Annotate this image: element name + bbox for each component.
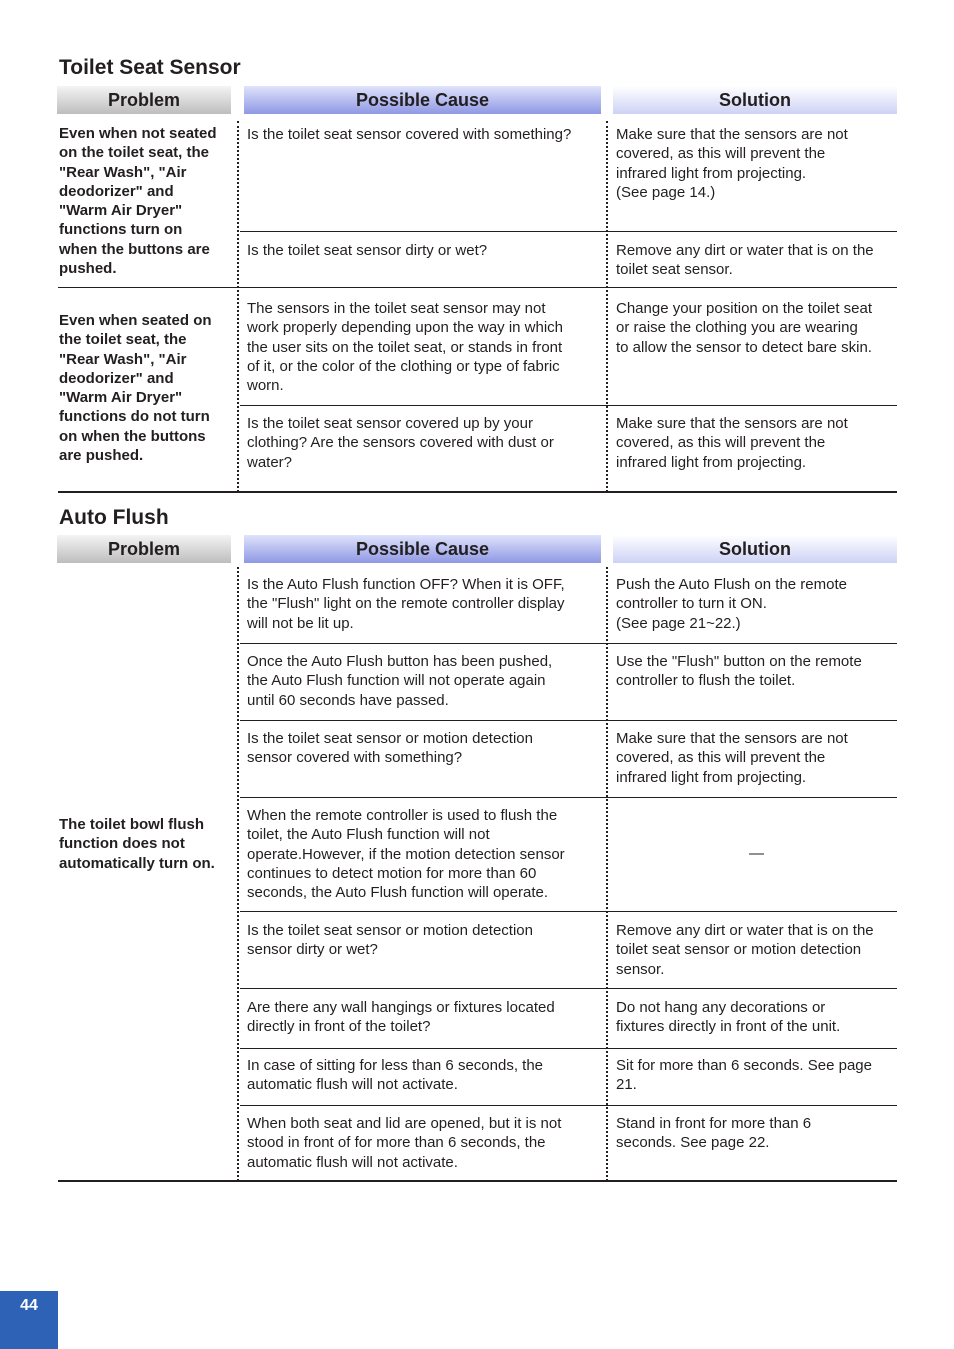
column-divider (606, 121, 608, 492)
solution-text: Remove any dirt or water that is on the toilet seat sensor. (616, 242, 874, 279)
row-divider (240, 643, 897, 644)
cause-text: Is the toilet seat sensor covered with something? (247, 126, 572, 143)
header-problem: Problem (57, 535, 231, 563)
row-divider (240, 1048, 897, 1049)
cause-text: In case of sitting for less than 6 seconds, the automatic flush will not activate. (247, 1057, 544, 1094)
row-divider (240, 911, 897, 912)
cause-text: When both seat and lid are opened, but it is not stood in front of for more than 6 seconds, the automatic flush will not activate. (247, 1115, 562, 1171)
solution-text: Sit for more than 6 seconds. See page 21. (616, 1057, 872, 1094)
solution-text: Make sure that the sensors are not covered, as this will prevent the infrared light from projecting. (616, 730, 848, 786)
solution-text: — (749, 845, 764, 862)
row-divider (240, 405, 897, 406)
table-bottom-rule (58, 491, 897, 493)
problem-text: Even when not seated on the toilet seat, the "Rear Wash", "Air deodorizer" and "Warm Air Dryer" functions turn on when the buttons are pushed. (59, 125, 217, 278)
header-solution: Solution (613, 535, 897, 563)
row-divider (240, 231, 897, 232)
group-divider (58, 287, 897, 288)
solution-text: Use the "Flush" button on the remote controller to flush the toilet. (616, 653, 862, 690)
solution-text: Do not hang any decorations or fixtures directly in front of the unit. (616, 999, 841, 1036)
header-possible-cause: Possible Cause (244, 535, 601, 563)
problem-text: The toilet bowl flush function does not automatically turn on. (59, 816, 215, 872)
page-number: 44 (0, 1291, 58, 1349)
cause-text: Once the Auto Flush button has been pushed, the Auto Flush function will not operate again until 60 seconds have passed. (247, 653, 553, 709)
solution-text: Make sure that the sensors are not covered, as this will prevent the infrared light from projecting. (See page 14.) (616, 126, 848, 201)
solution-text: Change your position on the toilet seat or raise the clothing you are wearing to allow the sensor to detect bare skin. (616, 300, 873, 356)
solution-text: Stand in front for more than 6 seconds. See page 22. (616, 1115, 812, 1152)
cause-text: Is the Auto Flush function OFF? When it is OFF, the "Flush" light on the remote controller display will not be lit up. (247, 576, 565, 632)
problem-text: Even when seated on the toilet seat, the "Rear Wash", "Air deodorizer" and "Warm Air Dryer" functions do not turn on when the buttons are pushed. (59, 312, 212, 465)
column-divider (237, 121, 239, 492)
solution-text: Push the Auto Flush on the remote controller to turn it ON. (See page 21~22.) (616, 576, 847, 632)
solution-text: Make sure that the sensors are not covered, as this will prevent the infrared light from projecting. (616, 415, 848, 471)
cause-text: Is the toilet seat sensor or motion detection sensor covered with something? (247, 730, 533, 767)
cause-text: The sensors in the toilet seat sensor may not work properly depending upon the way in which the user sits on the toilet seat, or stands in front of it, or the color of the clothing or type of fabric worn. (247, 300, 564, 395)
cause-text: Are there any wall hangings or fixtures located directly in front of the toilet? (247, 999, 555, 1036)
row-divider (240, 720, 897, 721)
solution-text: Remove any dirt or water that is on the toilet seat sensor or motion detection sensor. (616, 922, 874, 978)
header-possible-cause: Possible Cause (244, 86, 601, 114)
header-problem: Problem (57, 86, 231, 114)
column-divider (237, 567, 239, 1181)
row-divider (240, 797, 897, 798)
header-solution: Solution (613, 86, 897, 114)
table-bottom-rule (58, 1180, 897, 1182)
row-divider (240, 1105, 897, 1106)
cause-text: Is the toilet seat sensor dirty or wet? (247, 242, 488, 259)
section-title-auto-flush: Auto Flush (59, 506, 169, 529)
column-divider (606, 567, 608, 1181)
section-title-seat-sensor: Toilet Seat Sensor (59, 56, 241, 79)
cause-text: When the remote controller is used to flush the toilet, the Auto Flush function will not operate.However, if the motion detection sensor continues to detect motion for more than 60 seconds, the Auto Flush function will operate. (247, 807, 565, 902)
cause-text: Is the toilet seat sensor or motion detection sensor dirty or wet? (247, 922, 533, 959)
row-divider (240, 988, 897, 989)
cause-text: Is the toilet seat sensor covered up by your clothing? Are the sensors covered with dust or water? (247, 415, 554, 471)
